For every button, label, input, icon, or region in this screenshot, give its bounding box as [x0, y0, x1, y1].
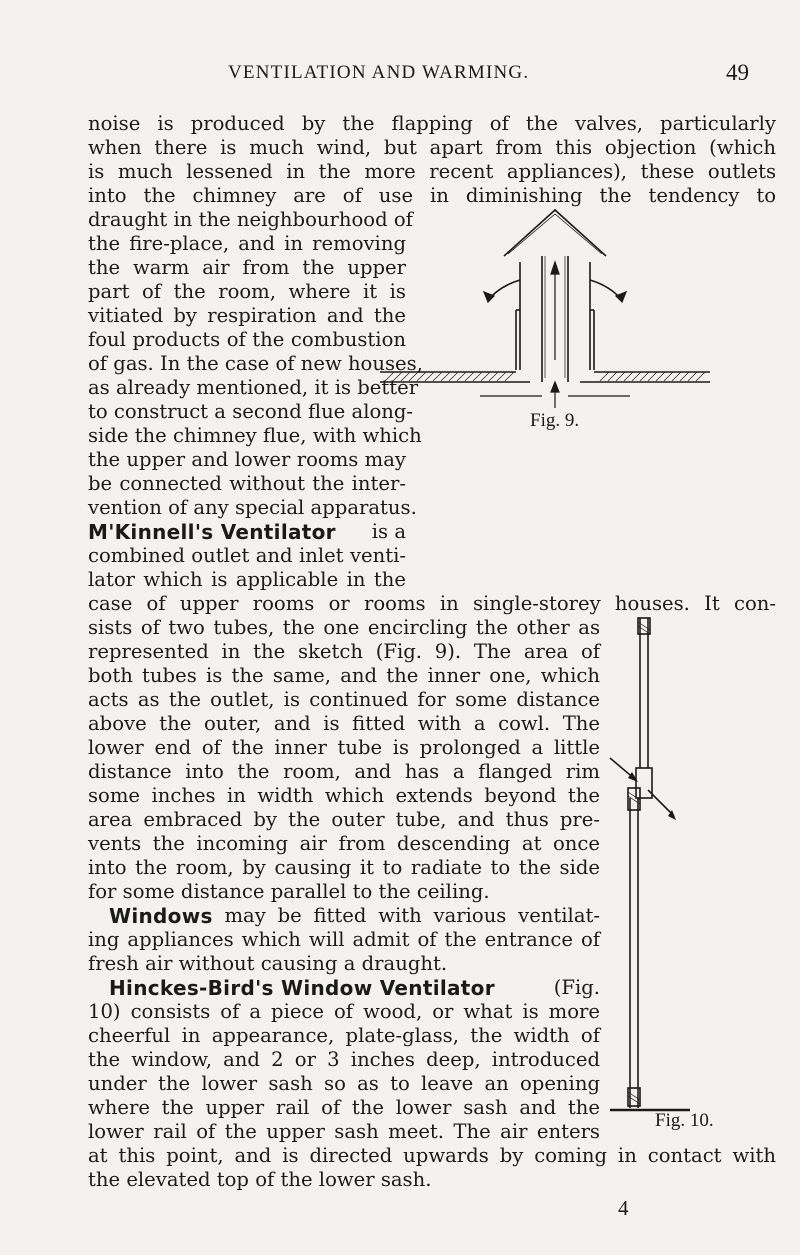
heading-continuation: (Fig. — [547, 976, 600, 999]
text-line: when there is much wind, but apart from this objection (which — [88, 136, 776, 159]
text-line-mkinnell — [88, 520, 406, 544]
text-line: lower end of the inner tube is prolonged a little — [88, 736, 600, 759]
page-number: 49 — [726, 60, 749, 85]
text-line: noise is produced by the flapping of the valves, particularly — [88, 112, 776, 135]
text-line: distance into the room, and has a flanged rim — [88, 760, 600, 783]
running-header — [0, 62, 800, 88]
fig9-caption: Fig. 9. — [530, 410, 580, 431]
text-line: as already mentioned, it is better — [88, 376, 419, 399]
fig10-window-ventilator-diagram — [610, 618, 690, 1118]
text-line: some inches in width which extends beyond the — [88, 784, 600, 807]
text-line: the upper and lower rooms may — [88, 448, 406, 471]
text-line: part of the room, where it is — [88, 280, 406, 303]
text-line: above the outer, and is fitted with a cowl. The — [88, 712, 600, 735]
text-line: under the lower sash so as to leave an opening — [88, 1072, 600, 1095]
text-line: the window, and 2 or 3 inches deep, introduced — [88, 1048, 600, 1071]
text-line: draught in the neighbourhood of — [88, 208, 413, 231]
text-line: is much lessened in the more recent appliances), these outlets — [88, 160, 776, 183]
fig10-caption: Fig. 10. — [655, 1110, 714, 1131]
text-line-windows — [109, 904, 600, 928]
section-heading-hinckes: Hinckes-Bird's Window Ventilator — [109, 976, 495, 1000]
text-line: case of upper rooms or rooms in single-storey houses. It con- — [88, 592, 776, 615]
text-line: cheerful in appearance, plate-glass, the width of — [88, 1024, 600, 1047]
text-line: foul products of the combustion — [88, 328, 406, 351]
text-line: both tubes is the same, and the inner one, which — [88, 664, 600, 687]
heading-continuation: is a — [371, 520, 406, 543]
text-line: 10) consists of a piece of wood, or what is more — [88, 1000, 600, 1023]
heading-continuation: may be fitted with various ventilat- — [212, 904, 600, 927]
text-line-hinckes — [109, 976, 600, 1000]
text-line: into the chimney are of use in diminishing the tendency to — [88, 184, 776, 207]
text-line: the fire-place, and in removing — [88, 232, 406, 255]
running-title: VENTILATION AND WARMING. — [228, 62, 530, 83]
text-line: vention of any special apparatus. — [88, 496, 417, 519]
text-line: lower rail of the upper sash meet. The air enters — [88, 1120, 600, 1143]
text-line: lator which is applicable in the — [88, 568, 406, 591]
text-line: for some distance parallel to the ceiling. — [88, 880, 490, 903]
text-line: represented in the sketch (Fig. 9). The area of — [88, 640, 600, 663]
section-heading-windows: Windows — [109, 904, 213, 928]
text-line: side the chimney flue, with which — [88, 424, 422, 447]
text-line: area embraced by the outer tube, and thus pre- — [88, 808, 600, 831]
text-line: vitiated by respiration and the — [88, 304, 406, 327]
text-line: fresh air without causing a draught. — [88, 952, 448, 975]
text-line: at this point, and is directed upwards by coming in contact with — [88, 1144, 776, 1167]
text-line: be connected without the inter- — [88, 472, 406, 495]
text-line: to construct a second flue along- — [88, 400, 414, 423]
text-line: sists of two tubes, the one encircling the other as — [88, 616, 600, 639]
text-line: into the room, by causing it to radiate to the side — [88, 856, 600, 879]
section-heading-mkinnell: M'Kinnell's Ventilator — [88, 520, 336, 544]
signature-mark: 4 — [618, 1196, 629, 1220]
text-line: the warm air from the upper — [88, 256, 406, 279]
fig9-ventilator-diagram — [380, 210, 710, 390]
text-line: ing appliances which will admit of the entrance of — [88, 928, 600, 951]
text-line: combined outlet and inlet venti- — [88, 544, 406, 567]
text-line: acts as the outlet, is continued for some distance — [88, 688, 600, 711]
text-line: vents the incoming air from descending at once — [88, 832, 600, 855]
text-line: of gas. In the case of new houses, — [88, 352, 423, 375]
text-line: where the upper rail of the lower sash and the — [88, 1096, 600, 1119]
text-line: the elevated top of the lower sash. — [88, 1168, 432, 1191]
